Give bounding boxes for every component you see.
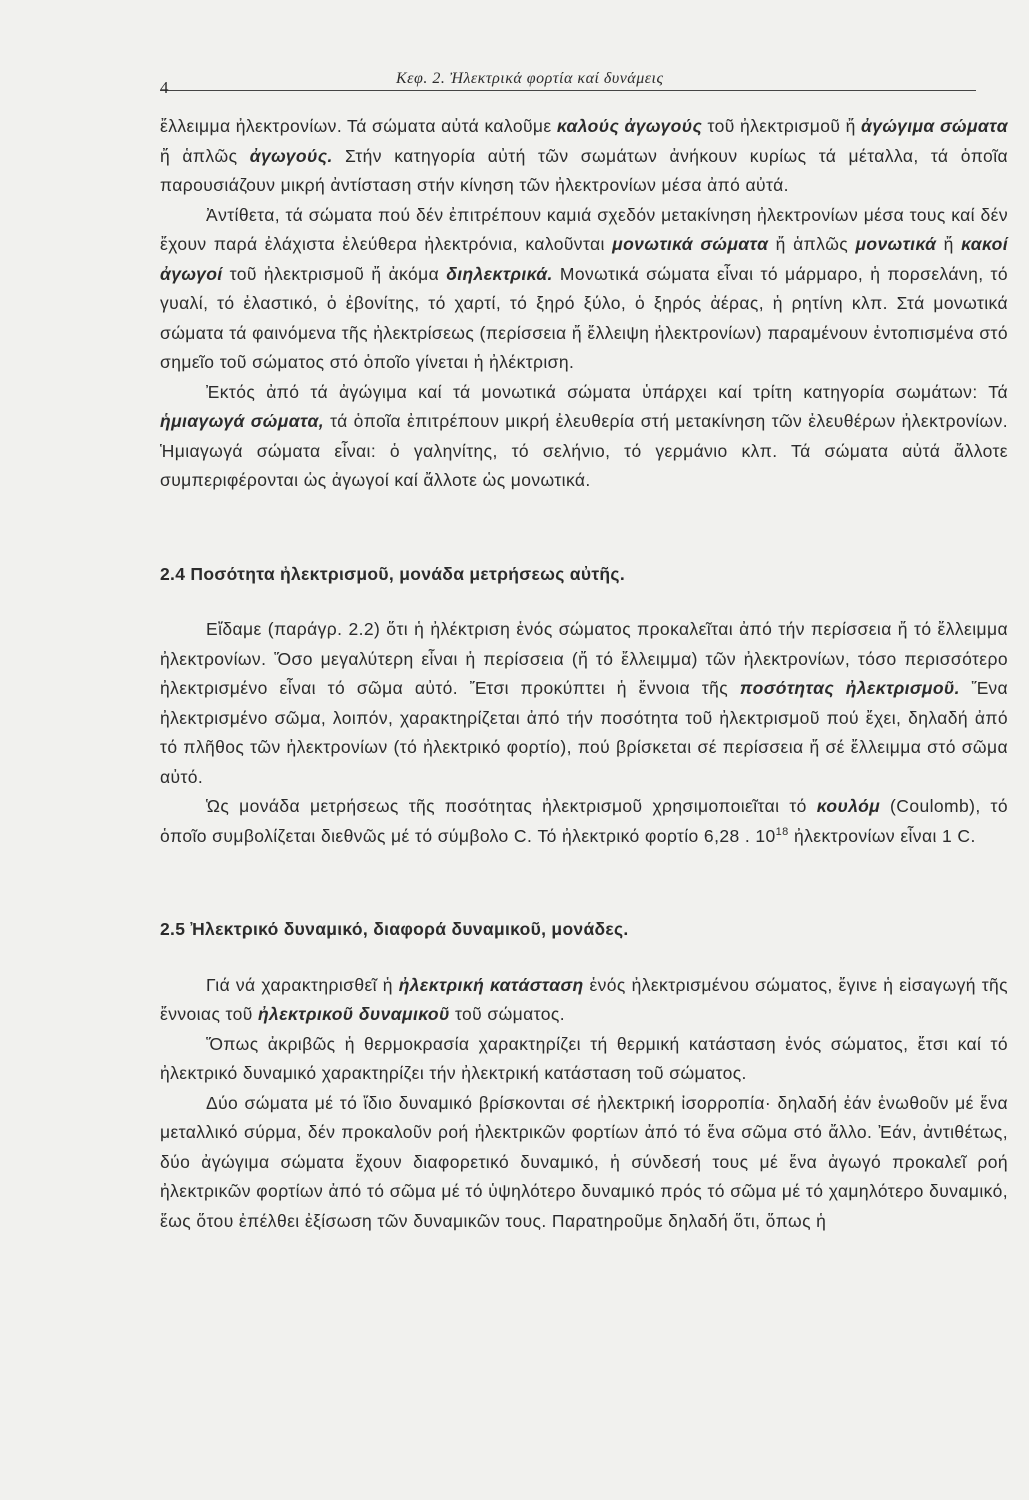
- paragraph-electric-state: Γιά νά χαρακτηρισθεῖ ἡ ἠλεκτρική κατάσταση ἑνός ἠλεκτρισμένου σώματος, ἔγινε ἡ εἰσαγωγή τῆς ἔννοιας τοῦ ἠλεκτρικοῦ δυναμικοῦ τοῦ σώματος.: [160, 974, 1009, 1024]
- section-heading-2-5: 2.5 Ἠλεκτρικό δυναμικό, διαφορά δυναμικοῦ, μονάδες.: [160, 919, 629, 939]
- term-dielectrics: διηλεκτρικά.: [446, 263, 553, 284]
- term-electric-state: ἠλεκτρική κατάσταση: [398, 974, 584, 995]
- body-text: [160, 112, 1008, 1236]
- term-good-conductors: καλούς ἀγωγούς: [556, 116, 703, 136]
- term-conductors: ἀγωγούς.: [249, 145, 333, 166]
- term-insulating-bodies: μονωτικά σώματα: [612, 234, 769, 254]
- page-header: [160, 66, 976, 97]
- paragraph-insulators: Ἀντίθετα, τά σώματα πού δέν ἐπιτρέπουν καμιά σχεδόν μετακίνηση ἠλεκτρονίων μέσα τους καί δέν ἔχουν παρά ἐλάχιστα ἐλεύθερα ἠλεκτρόνια, καλοῦνται μονωτικά σώματα ἤ ἁπλῶς μονωτικά ἤ κακοί ἀγωγοί τοῦ ἠλεκτρισμοῦ ἤ ἀκόμα διηλεκτρικά. Μονωτικά σώματα εἶναι τό μάρμαρο, ἡ πορσελάνη, τό γυαλί, τό ἐλαστικό, ὁ ἐβονίτης, τό χαρτί, τό ξηρό ξύλο, ὁ ξηρός ἀέρας, ἡ ρητίνη κλπ. Στά μονωτικά σώματα τά φαινόμενα τῆς ἠλεκτρίσεως (περίσσεια ἤ ἔλλειψη ἠλεκτρονίων) παραμένουν ἐντοπισμένα στό σημεῖο τοῦ σώματος στό ὁποῖο γίνεται ἡ ἠλέκτριση.: [160, 204, 1008, 372]
- exponent: 18: [775, 825, 789, 838]
- term-bad-conductors: κακοί ἀγωγοί: [160, 234, 1008, 284]
- term-insulators: μονωτικά: [855, 234, 937, 254]
- term-electric-potential: ἠλεκτρικοῦ δυναμικοῦ: [257, 1004, 450, 1024]
- paragraph-temperature-analogy: Ὅπως ἀκριβῶς ἡ θερμοκρασία χαρακτηρίζει τή θερμική κατάσταση ἑνός σώματος, ἔτσι καί τό ἠλεκτρικό δυναμικό χαρακτηρίζει τήν ἠλεκτρική κατάσταση τοῦ σώματος.: [160, 1033, 1008, 1083]
- term-semiconductors: ἡμιαγωγά σώματα,: [160, 411, 325, 431]
- paragraph-coulomb: Ὡς μονάδα μετρήσεως τῆς ποσότητας ἠλεκτρισμοῦ χρησιμοποιεῖται τό κουλόμ (Coulomb), τό ὁποῖο συμβολίζεται διεθνῶς μέ τό σύμβολο C. Τό ἠλεκτρικό φορτίο 6,28 . $10^{18}$ ἠλεκτρονίων εἶναι 1 C.: [160, 796, 1008, 846]
- paragraph-semiconductors: Ἐκτός ἀπό τά ἀγώγιμα καί τά μονωτικά σώματα ὑπάρχει καί τρίτη κατηγορία σωμάτων: Τά ἡμιαγωγά σώματα, τά ὁποῖα ἐπιτρέπουν μικρή ἐλευθερία στή μετακίνηση τῶν ἐλευθέρων ἠλεκτρονίων. Ἡμιαγωγά σώματα εἶναι: ὁ γαληνίτης, τό σελήνιο, τό γερμάνιο κλπ. Τά σώματα αὐτά ἄλλοτε συμπεριφέρονται ὡς ἀγωγοί καί ἄλλοτε ὡς μονωτικά.: [160, 381, 1008, 490]
- term-quantity-of-electricity: ποσότητας ἠλεκτρισμοῦ.: [739, 678, 960, 698]
- section-heading-2-4: 2.4 Ποσότητα ἠλεκτρισμοῦ, μονάδα μετρήσεως αὐτῆς.: [160, 563, 625, 584]
- page-number: 4: [160, 78, 169, 97]
- running-head: Κεφ. 2. Ἠλεκτρικά φορτία καί δυνάμεις: [396, 70, 664, 87]
- paragraph-quantity-of-electricity: Εἴδαμε (παράγρ. 2.2) ὅτι ἡ ἠλέκτριση ἑνός σώματος προκαλεῖται ἀπό τήν περίσσεια ἤ τό ἔλλειμμα ἠλεκτρονίων. Ὅσο μεγαλύτερη εἶναι ἡ περίσσεια (ἤ τό ἔλλειμμα) τῶν ἠλεκτρονίων, τόσο περισσότερο ἠλεκτρισμένο εἶναι τό σῶμα αὐτό. Ἔτσι προκύπτει ἡ ἔννοια τῆς ποσότητας ἠλεκτρισμοῦ. Ἕνα ἠλεκτρισμένο σῶμα, λοιπόν, χαρακτηρίζεται ἀπό τήν ποσότητα τοῦ ἠλεκτρισμοῦ πού ἔχει, δηλαδή ἀπό τό πλῆθος τῶν ἠλεκτρονίων (τό ἠλεκτρικό φορτίο), πού βρίσκεται σέ περίσσεια ἤ σέ ἔλλειμμα στό σῶμα αὐτό.: [160, 619, 1008, 787]
- term-coulomb: κουλόμ: [816, 796, 881, 816]
- paragraph-conductors: ἔλλειμμα ἠλεκτρονίων. Τά σώματα αὐτά καλοῦμε καλούς ἀγωγούς τοῦ ἠλεκτρισμοῦ ἤ ἀγώγιμα σώματα ἤ ἁπλῶς ἀγωγούς. Στήν κατηγορία αὐτή τῶν σωμάτων ἀνήκουν κυρίως τά μέταλλα, τά ὁποῖα παρουσιάζουν μικρή ἀντίσταση στήν κίνηση τῶν ἠλεκτρονίων μέσα ἀπό αὐτά.: [160, 116, 1008, 195]
- term-conductive-bodies: ἀγώγιμα σώματα: [861, 116, 1008, 136]
- paragraph-equilibrium: Δύο σώματα μέ τό ἴδιο δυναμικό βρίσκονται σέ ἠλεκτρική ἰσορροπία· δηλαδή ἐάν ἑνωθοῦν μέ ἕνα μεταλλικό σύρμα, δέν προκαλοῦν ροή ἠλεκτρικῶν φορτίων ἀπό τό ἕνα σῶμα στό ἄλλο. Ἐάν, ἀντιθέτως, δύο ἀγώγιμα σώματα ἔχουν διαφορετικό δυναμικό, ἡ σύνδεσή τους μέ ἕνα ἀγωγό προκαλεῖ ροή ἠλεκτρικῶν φορτίων ἀπό τό σῶμα μέ τό ὑψηλότερο δυναμικό πρός τό σῶμα μέ τό χαμηλότερο δυναμικό, ἕως ὅτου ἐπέλθει ἐξίσωση τῶν δυναμικῶν τους. Παρατηροῦμε δηλαδή ὅτι, ὅπως ἡ: [160, 1092, 1008, 1231]
